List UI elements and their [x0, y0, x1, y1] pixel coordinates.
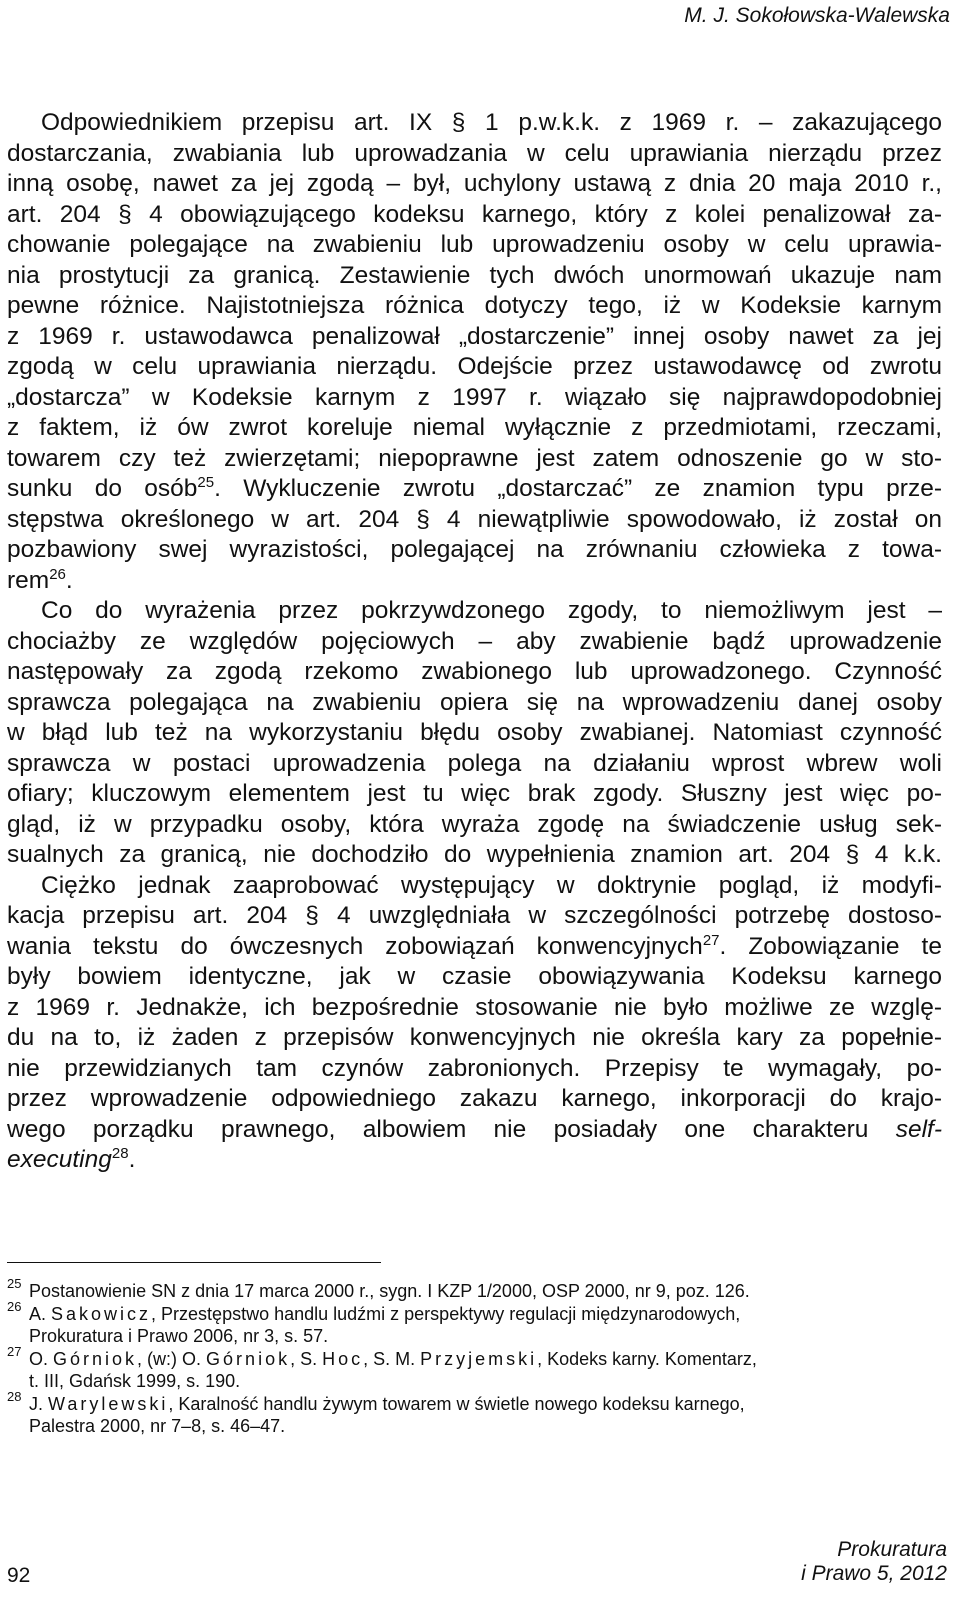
author-initial: J.: [29, 1393, 49, 1414]
text-segment: .: [128, 1146, 136, 1173]
footnote-25: [7, 1276, 942, 1303]
text-line: Odpowiednikiem przepisu art. IX § 1 p.w.k.k. z 1969 r. – zakazującego: [41, 109, 942, 136]
italic-term: executing: [7, 1146, 112, 1173]
text-line: pewne różnice. Najistotniejsza różnica dotyczy tego, iż w Kodeksie karnym: [7, 292, 942, 319]
text-line: sualnych za granicą, nie dochodziło do wypełnienia znamion art. 204 § 4 k.k.: [7, 841, 942, 868]
text-line: Co do wyrażenia przez pokrzywdzonego zgody, to niemożliwym jest –: [41, 597, 942, 624]
footnote-line: t. III, Gdańsk 1999, s. 190.: [29, 1371, 241, 1391]
author-initial: A.: [29, 1303, 52, 1324]
text-line: w błąd lub też na wykorzystaniu błędu osoby zwabianej. Natomiast czynność: [7, 719, 942, 746]
text-segment: sunku do osób: [7, 475, 198, 502]
footnote-number: 27: [7, 1343, 22, 1359]
text-line: [7, 932, 942, 963]
footnote-number: 25: [7, 1276, 22, 1291]
footnote-ref: 27: [702, 931, 720, 949]
journal-issue: i Prawo 5, 2012: [801, 1562, 947, 1585]
footnote-line: Postanowienie SN z dnia 17 marca 2000 r., sygn. I KZP 1/2000, OSP 2000, nr 9, poz. 126.: [29, 1281, 750, 1301]
text-line: art. 204 § 4 obowiązującego kodeksu karnego, który z kolei penalizował za-: [7, 200, 942, 228]
text-line: nie przewidzianych tam czynów zabronionych. Przepisy te wymagały, po-: [7, 1054, 942, 1082]
footnote-text: , Karalność handlu żywym towarem w świetle nowego kodeksu karnego,: [168, 1393, 745, 1414]
page-number: 92: [7, 1564, 31, 1587]
text-line: sprawcza w postaci uprowadzenia polega na działaniu wprost wbrew woli: [7, 749, 942, 777]
footnote-text: , Przestępstwo handlu ludźmi z perspektywy regulacji międzynarodowych,: [151, 1303, 741, 1324]
text-line: inną osobę, nawet za jej zgodą – był, uchylony ustawą z dnia 20 maja 2010 r.,: [7, 170, 942, 197]
author-name: Hoc: [322, 1348, 364, 1369]
text-line: [7, 566, 942, 597]
text-line: ofiary; kluczowym elementem jest tu więc brak zgody. Słuszny jest więc po-: [7, 780, 942, 807]
text-line: następowały za zgodą rzekomo zwabionego lub uprowadzonego. Czynność: [7, 658, 942, 685]
text-line: „dostarcza” w Kodeksie karnym z 1997 r. wiązało się najprawdopodobniej: [7, 383, 942, 411]
author-name: Sakowicz: [51, 1303, 152, 1324]
text-segment: . Wykluczenie zwrotu „dostarczać” ze znamion typu prze-: [214, 475, 942, 502]
text-line: przez wprowadzenie odpowiedniego zakazu karnego, inkorporacji do krajo-: [7, 1085, 942, 1112]
text-line: [7, 1145, 942, 1176]
text-line: pozbawiony swej wyrazistości, polegającej na zrównaniu człowieka z towa-: [7, 536, 942, 563]
text-line: chowanie polegające na zwabieniu lub uprowadzeniu osoby w celu uprawia-: [7, 231, 942, 258]
footnote-line: [29, 1303, 942, 1326]
journal-name: [801, 1538, 947, 1586]
author-initial: O.: [29, 1348, 54, 1369]
footnote-number: 28: [7, 1388, 22, 1404]
paragraph-3: [7, 871, 942, 1176]
text-line: stępstwa określonego w art. 204 § 4 niewątpliwie spowodowało, iż został on: [7, 505, 942, 533]
text-line: gląd, iż w przypadku osoby, która wyraża zgodę na świadczenie usług sek-: [7, 810, 942, 838]
text-line: chociażby ze względów pojęciowych – aby zwabienie bądź uprowadzenie: [7, 627, 942, 655]
footnote-ref: 28: [111, 1144, 129, 1162]
text-segment: wania tekstu do ówczesnych zobowiązań konwencyjnych: [7, 932, 703, 960]
text-segment: . Zobowiązanie te: [719, 932, 942, 960]
author-name: Górniok: [206, 1348, 291, 1369]
author-name: Górniok: [53, 1348, 138, 1369]
text-segment: .: [65, 566, 73, 594]
author-name: Przyjemski: [420, 1348, 538, 1369]
journal-title: Prokuratura: [837, 1538, 947, 1561]
footnote-separator: [7, 1262, 381, 1263]
footnote-ref: 25: [197, 473, 215, 491]
text-line: z 1969 r. ustawodawca penalizował „dostarczenie” innej osoby nawet za jej: [7, 322, 942, 350]
footnote-text: , (w:) O.: [137, 1348, 207, 1369]
footnote-27: [7, 1343, 942, 1393]
footnote-number: 26: [7, 1298, 22, 1314]
italic-term: self-: [895, 1115, 942, 1143]
text-line: Ciężko jednak zaaprobować występujący w doktrynie pogląd, iż modyfi-: [41, 871, 942, 899]
running-header: M. J. Sokołowska-Walewska: [684, 4, 950, 27]
text-line: z faktem, iż ów zwrot koreluje niemal wyłącznie z przedmiotami, rzeczami,: [7, 414, 942, 441]
footnote-text: , S.: [290, 1348, 323, 1369]
author-name: Warylewski: [48, 1393, 169, 1414]
text-line: [7, 474, 942, 505]
footnote-line: [29, 1348, 942, 1371]
footnote-line: [29, 1393, 942, 1416]
text-line: [7, 1115, 942, 1146]
text-line: z 1969 r. Jednakże, ich bezpośrednie stosowanie nie było możliwe ze wzglę-: [7, 993, 942, 1021]
footnote-text: , S. M.: [363, 1348, 421, 1369]
body-text: [7, 108, 942, 1176]
footnote-26: [7, 1298, 942, 1348]
text-line: kacja przepisu art. 204 § 4 uwzględniała w szczególności potrzebę dostoso-: [7, 902, 942, 929]
text-segment: wego porządku prawnego, albowiem nie posiadały one charakteru: [7, 1115, 896, 1143]
text-line: były bowiem identyczne, jak w czasie obowiązywania Kodeksu karnego: [7, 963, 942, 990]
text-line: nia prostytucji za granicą. Zestawienie tych dwóch unormowań ukazuje nam: [7, 261, 942, 289]
footnote-text: , Kodeks karny. Komentarz,: [537, 1348, 757, 1369]
footnotes: [7, 1276, 942, 1438]
footnote-28: [7, 1388, 942, 1438]
footnote-line: Prokuratura i Prawo 2006, nr 3, s. 57.: [29, 1326, 329, 1346]
text-segment: rem: [7, 566, 50, 594]
text-line: sprawcza polegająca na zwabieniu opiera się na wprowadzeniu danej osoby: [7, 688, 942, 716]
footnote-ref: 26: [49, 565, 66, 583]
text-line: zgodą w celu uprawiania nierządu. Odejście przez ustawodawcę od zwrotu: [7, 353, 942, 380]
paragraph-1: [7, 108, 942, 596]
text-line: du na to, iż żaden z przepisów konwencyjnych nie określa kary za popełnie-: [7, 1024, 942, 1051]
text-line: towarem czy też zwierzętami; niepoprawne jest zatem odnoszenie go w sto-: [7, 444, 942, 472]
footnote-line: Palestra 2000, nr 7–8, s. 46–47.: [29, 1416, 286, 1436]
paragraph-2: [7, 596, 942, 871]
text-line: dostarczania, zwabiania lub uprowadzania w celu uprawiania nierządu przez: [7, 139, 942, 167]
